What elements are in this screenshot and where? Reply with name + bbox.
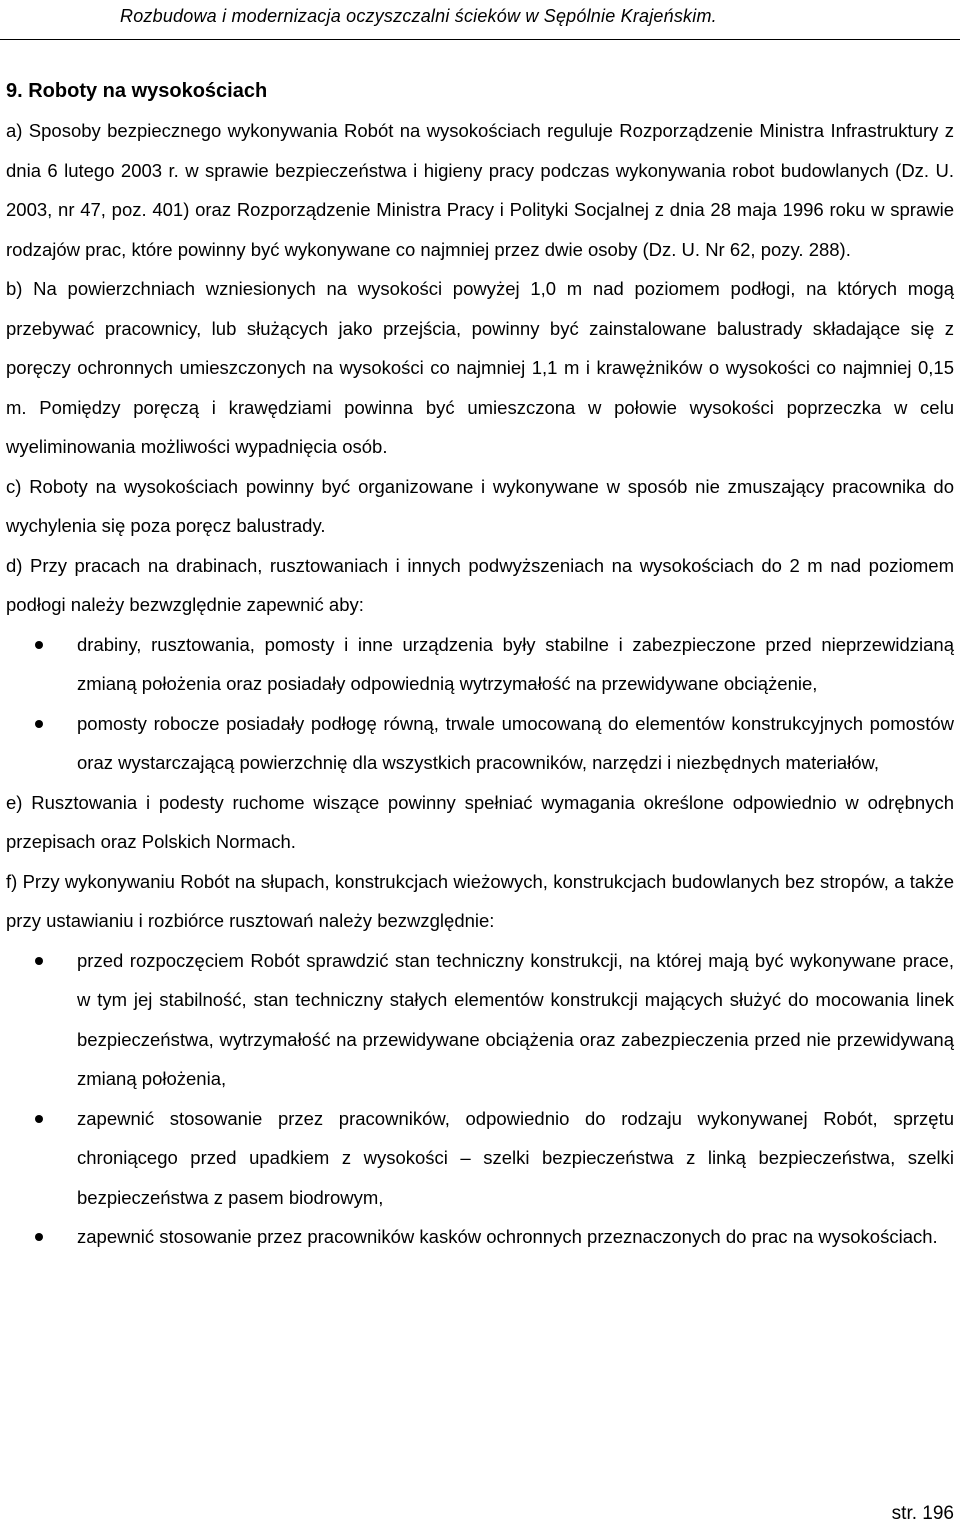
list-item xyxy=(6,1217,954,1257)
bullet-icon xyxy=(35,957,43,965)
paragraph-b: b) Na powierzchniach wzniesionych na wysokości powyżej 1,0 m nad poziomem podłogi, na których mogą przebywać pracownicy, lub służących jako przejścia, powinny być zainstalowane balustrady składające się z poręczy ochronnych umieszczonych na wysokości co najmniej 1,1 m i krawężników o wysokości co najmniej 0,15 m. Pomiędzy poręczą i krawędziami powinna być umieszczona w połowie wysokości poprzeczka w celu wyeliminowania możliwości wypadnięcia osób. xyxy=(6,278,954,457)
bullet-list-d xyxy=(6,625,954,783)
list-item xyxy=(6,941,954,1099)
paragraph-e: e) Rusztowania i podesty ruchome wiszące powinny spełniać wymagania określone odpowiednio w odrębnych przepisach oraz Polskich Normach. xyxy=(6,791,954,852)
section-heading: 9. Roboty na wysokościach xyxy=(6,80,268,102)
document-title: Rozbudowa i modernizacja oczyszczalni ścieków w Sępólnie Krajeńskim. xyxy=(120,6,717,26)
bullet-list-f xyxy=(6,941,954,1257)
list-item-text: przed rozpoczęciem Robót sprawdzić stan techniczny konstrukcji, na której mają być wykonywane prace, w tym jej stabilność, stan techniczny stałych elementów konstrukcji mających służyć do mocowania linek bezpieczeństwa, wytrzymałość na przewidywane obciążenia oraz zabezpieczenia przed nie przewidywaną zmianą położenia, xyxy=(77,949,954,1089)
page-header xyxy=(0,0,960,40)
list-item xyxy=(6,1099,954,1218)
paragraph-c: c) Roboty na wysokościach powinny być organizowane i wykonywane w sposób nie zmuszający pracownika do wychylenia się poza poręcz balustrady. xyxy=(6,475,954,536)
list-item-text: pomosty robocze posiadały podłogę równą, trwale umocowaną do elementów konstrukcyjnych pomostów oraz wystarczającą powierzchnię dla wszystkich pracowników, narzędzi i niezbędnych materiałów, xyxy=(77,712,954,773)
page-number: str. 196 xyxy=(891,1503,954,1524)
bullet-icon xyxy=(35,641,43,649)
bullet-icon xyxy=(35,1233,43,1241)
paragraph-f: f) Przy wykonywaniu Robót na słupach, konstrukcjach wieżowych, konstrukcjach budowlanych bez stropów, a także przy ustawianiu i rozbiórce rusztowań należy bezwzględnie: xyxy=(6,870,954,931)
bullet-icon xyxy=(35,720,43,728)
list-item-text: zapewnić stosowanie przez pracowników, odpowiednio do rodzaju wykonywanej Robót, sprzętu chroniącego przed upadkiem z wysokości – szelki bezpieczeństwa z linką bezpieczeństwa, szelki bezpieczeństwa z pasem biodrowym, xyxy=(77,1107,954,1208)
list-item xyxy=(6,625,954,704)
list-item-text: drabiny, rusztowania, pomosty i inne urządzenia były stabilne i zabezpieczone przed nieprzewidzianą zmianą położenia oraz posiadały odpowiednią wytrzymałość na przewidywane obciążenie, xyxy=(77,633,954,694)
page-content xyxy=(6,71,954,1257)
paragraph-a: a) Sposoby bezpiecznego wykonywania Robót na wysokościach reguluje Rozporządzenie Ministra Infrastruktury z dnia 6 lutego 2003 r. w sprawie bezpieczeństwa i higieny pracy podczas wykonywania robot budowlanych (Dz. U. 2003, nr 47, poz. 401) oraz Rozporządzenie Ministra Pracy i Polityki Socjalnej z dnia 28 maja 1996 roku w sprawie rodzajów prac, które powinny być wykonywane co najmniej przez dwie osoby (Dz. U. Nr 62, pozy. 288). xyxy=(6,120,954,260)
list-item xyxy=(6,704,954,783)
list-item-text: zapewnić stosowanie przez pracowników kasków ochronnych przeznaczonych do prac na wysokościach. xyxy=(77,1226,938,1247)
bullet-icon xyxy=(35,1115,43,1123)
paragraph-d: d) Przy pracach na drabinach, rusztowaniach i innych podwyższeniach na wysokościach do 2 m nad poziomem podłogi należy bezwzględnie zapewnić aby: xyxy=(6,554,954,615)
